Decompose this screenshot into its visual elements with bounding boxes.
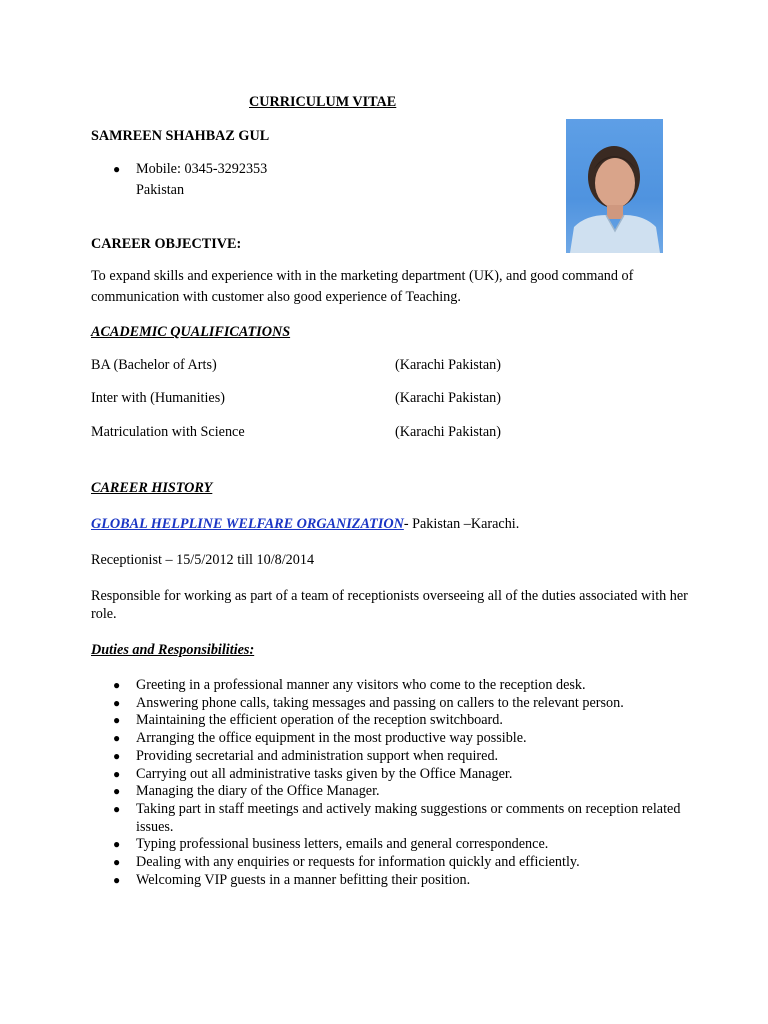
contact-country: Pakistan (136, 182, 185, 198)
qualification-location: (Karachi Pakistan) (395, 424, 501, 440)
list-item: ● Arranging the office equipment in the most productive way possible. (113, 730, 527, 747)
qualification-degree: Inter with (Humanities) (91, 390, 225, 406)
career-objective-text: To expand skills and experience with in the marketing department (UK), and good command of communication with customer also good experience of Teaching. (91, 268, 634, 305)
list-item: ● Greeting in a professional manner any visitors who come to the reception desk. (113, 677, 586, 693)
bullet-icon: ● (113, 872, 121, 887)
list-item: ● Welcoming VIP guests in a manner befitting their position. (113, 871, 471, 888)
list-item: ● Taking part in staff meetings and actively making suggestions or comments on reception related issues. (113, 800, 681, 835)
academic-heading: ACADEMIC QUALIFICATIONS (91, 324, 291, 340)
cv-title: CURRICULUM VITAE (249, 94, 397, 110)
bullet-icon: ● (113, 801, 121, 816)
profile-photo (566, 119, 663, 253)
qualification-location: (Karachi Pakistan) (395, 357, 501, 373)
organization-line (91, 515, 519, 533)
bullet-icon: ● (113, 713, 121, 728)
qualification-degree: BA (Bachelor of Arts) (91, 357, 217, 373)
bullet-icon: ● (113, 731, 121, 746)
list-item: ● Answering phone calls, taking messages and passing on callers to the relevant person. (113, 694, 624, 711)
bullet-icon: ● (113, 837, 121, 852)
career-objective-heading: CAREER OBJECTIVE: (91, 236, 242, 252)
bullet-icon: ● (113, 784, 121, 799)
list-item: ● Maintaining the efficient operation of the reception switchboard. (113, 712, 503, 729)
qualification-location: (Karachi Pakistan) (395, 390, 501, 406)
contact-bullet: ● (113, 162, 121, 176)
duties-heading: Duties and Responsibilities: (91, 642, 255, 658)
bullet-icon: ● (113, 766, 121, 781)
duties-list (91, 677, 691, 889)
bullet-icon: ● (113, 855, 121, 870)
list-item: ● Carrying out all administrative tasks given by the Office Manager. (113, 765, 513, 782)
list-item: ● Providing secretarial and administration support when required. (113, 747, 499, 764)
list-item: ● Managing the diary of the Office Manager. (113, 783, 380, 800)
career-history-heading: CAREER HISTORY (91, 480, 213, 496)
position-dates: Receptionist – 15/5/2012 till 10/8/2014 (91, 552, 315, 568)
list-item: ● Dealing with any enquiries or requests for information quickly and efficiently. (113, 854, 580, 871)
role-description: Responsible for working as part of a team of receptionists overseeing all of the duties associated with her role. (91, 588, 688, 622)
candidate-name: SAMREEN SHAHBAZ GUL (91, 128, 270, 144)
list-item: ● Typing professional business letters, emails and general correspondence. (113, 836, 549, 853)
bullet-icon: ● (113, 695, 121, 710)
bullet-icon: ● (113, 678, 121, 692)
qualification-degree: Matriculation with Science (91, 424, 245, 440)
organization-location: - Pakistan –Karachi. (403, 516, 520, 532)
bullet-icon: ● (113, 748, 121, 763)
organization-link[interactable]: GLOBAL HELPLINE WELFARE ORGANIZATION (91, 516, 404, 532)
mobile-number: Mobile: 0345-3292353 (136, 161, 268, 177)
